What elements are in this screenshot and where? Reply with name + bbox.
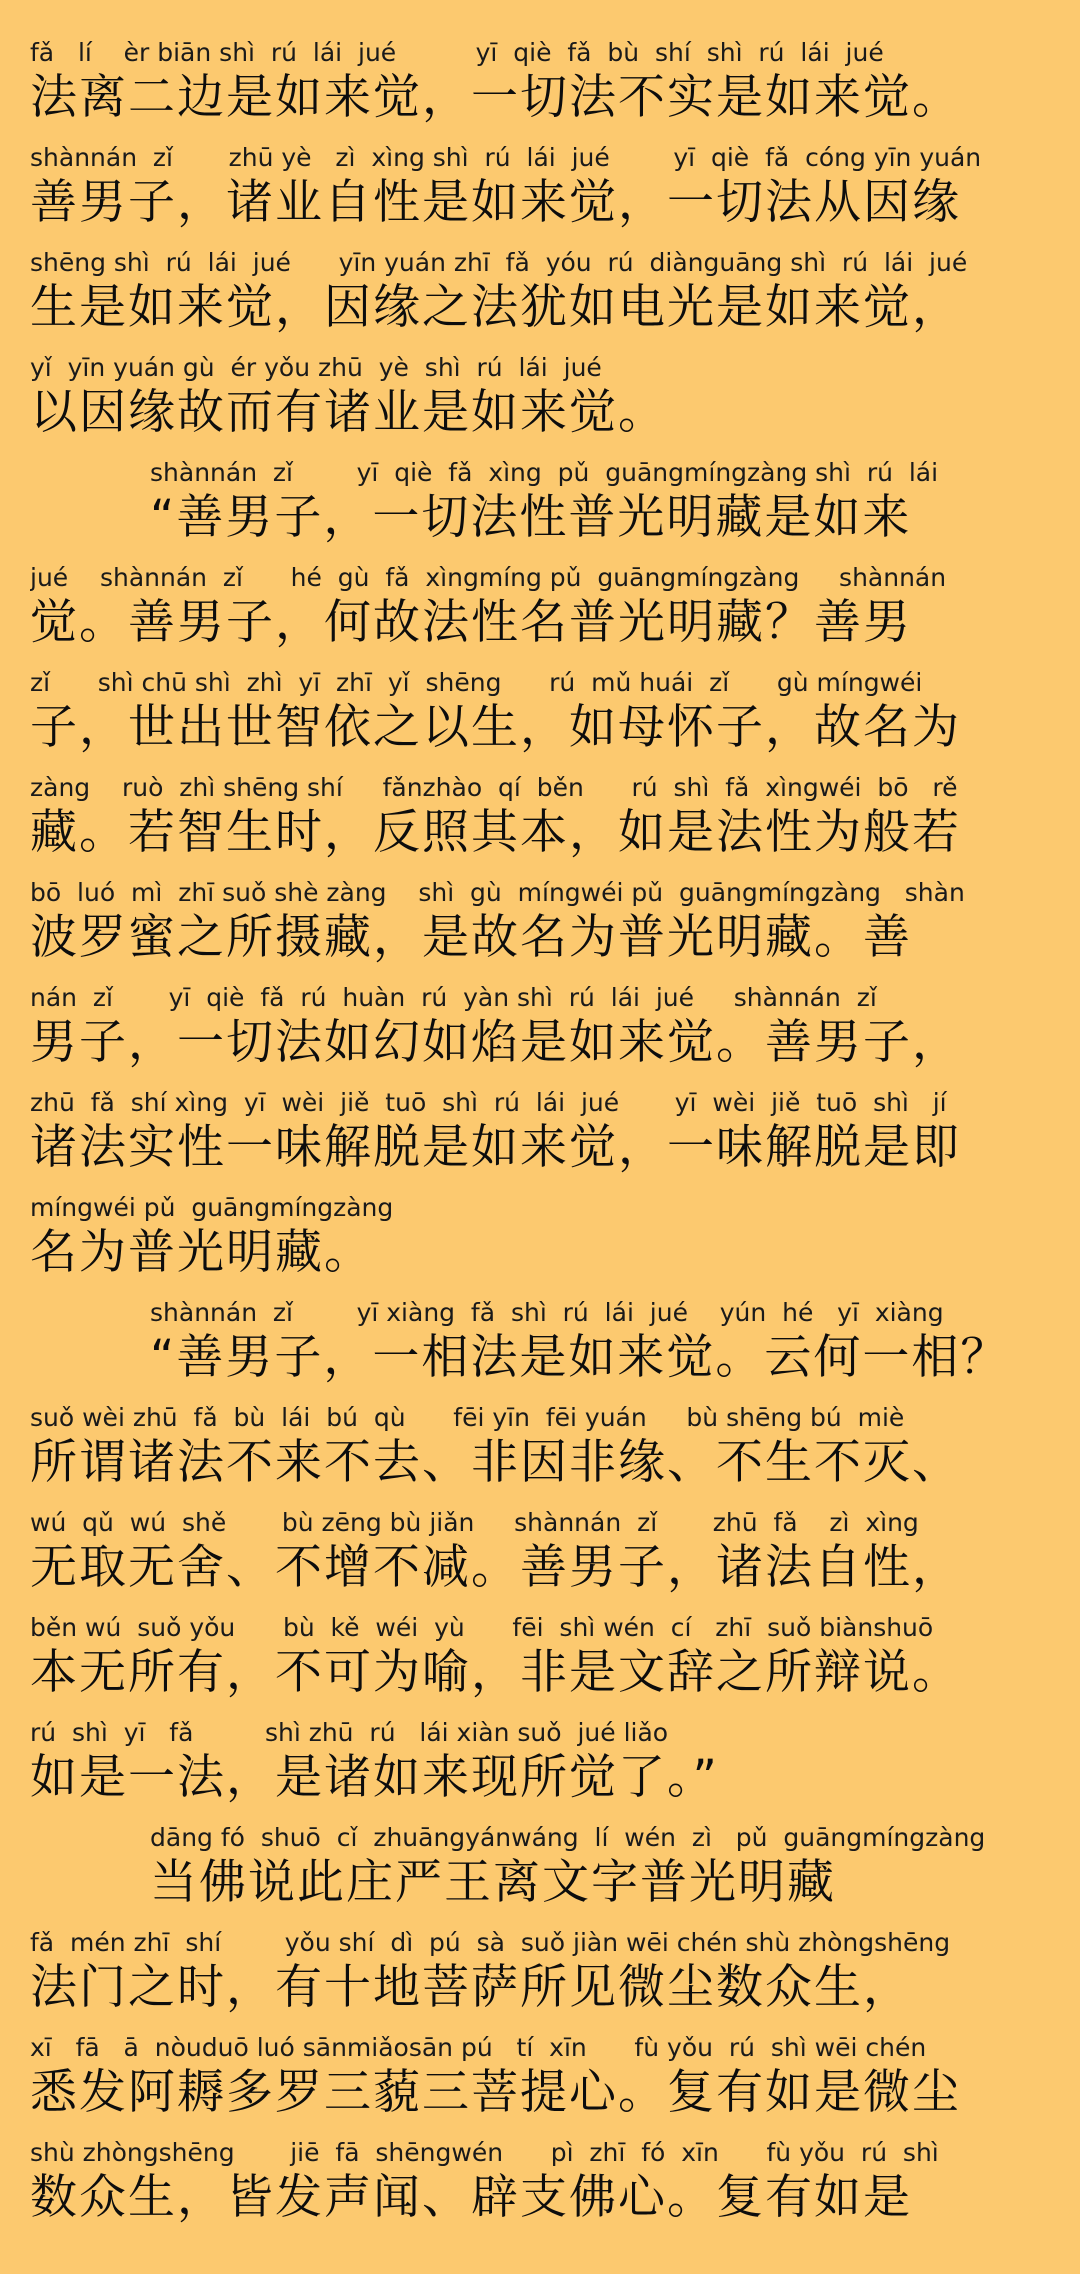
hanzi-row: 善男子，诸业自性是如来觉，一切法从因缘: [30, 175, 961, 230]
pinyin-row: shēng shì rú lái jué yīn yuán zhī fǎ yóu rú diànguāng shì rú lái jué: [30, 248, 968, 277]
hanzi-row: 觉。善男子，何故法性名普光明藏？善男: [30, 595, 912, 650]
text-line-1: [30, 38, 1050, 143]
hanzi-row: 波罗蜜之所摄藏，是故名为普光明藏。善: [30, 910, 912, 965]
pinyin-row: běn wú suǒ yǒu bù kě wéi yù fēi shì wén cí zhī suǒ biànshuō: [30, 1613, 934, 1642]
pinyin-row: xī fā ā nòuduō luó sānmiǎosān pú tí xīn fù yǒu rú shì wēi chén: [30, 2033, 927, 2062]
text-line-5: [30, 458, 1050, 563]
pinyin-row: fǎ mén zhī shí yǒu shí dì pú sà suǒ jiàn wēi chén shù zhòngshēng: [30, 1928, 951, 1957]
text-line-19: [30, 1928, 1050, 2033]
text-line-10: [30, 983, 1050, 1088]
hanzi-row: 诸法实性一味解脱是如来觉，一味解脱是即: [30, 1120, 961, 1175]
text-line-3: [30, 248, 1050, 353]
hanzi-row: 男子，一切法如幻如焰是如来觉。善男子，: [30, 1015, 961, 1070]
text-line-16: [30, 1613, 1050, 1718]
hanzi-row: “善男子，一相法是如来觉。云何一相？: [150, 1330, 1010, 1385]
hanzi-row: 藏。若智生时，反照其本，如是法性为般若: [30, 805, 961, 860]
hanzi-row: 当佛说此庄严王离文字普光明藏: [150, 1855, 836, 1910]
pinyin-row: shù zhòngshēng jiē fā shēngwén pì zhī fó xīn fù yǒu rú shì: [30, 2138, 939, 2167]
text-line-18: [30, 1823, 1050, 1928]
pinyin-row: fǎ lí èr biān shì rú lái jué yī qiè fǎ bù shí shì rú lái jué: [30, 38, 884, 67]
text-line-6: [30, 563, 1050, 668]
text-line-7: [30, 668, 1050, 773]
hanzi-row: 如是一法，是诸如来现所觉了。”: [30, 1750, 719, 1805]
pinyin-row: dāng fó shuō cǐ zhuāngyánwáng lí wén zì pǔ guāngmíngzàng: [150, 1823, 986, 1852]
hanzi-row: 无取无舍、不增不减。善男子，诸法自性，: [30, 1540, 961, 1595]
pinyin-row: wú qǔ wú shě bù zēng bù jiǎn shànnán zǐ zhū fǎ zì xìng: [30, 1508, 919, 1537]
pinyin-row: zàng ruò zhì shēng shí fǎnzhào qí běn rú shì fǎ xìngwéi bō rě: [30, 773, 958, 802]
text-line-2: [30, 143, 1050, 248]
pinyin-row: shànnán zǐ zhū yè zì xìng shì rú lái jué yī qiè fǎ cóng yīn yuán: [30, 143, 982, 172]
pinyin-row: suǒ wèi zhū fǎ bù lái bú qù fēi yīn fēi yuán bù shēng bú miè: [30, 1403, 905, 1432]
hanzi-row: 数众生，皆发声闻、辟支佛心。复有如是: [30, 2170, 912, 2225]
hanzi-row: 悉发阿耨多罗三藐三菩提心。复有如是微尘: [30, 2065, 961, 2120]
hanzi-row: 以因缘故而有诸业是如来觉。: [30, 385, 667, 440]
pinyin-row: shànnán zǐ yī qiè fǎ xìng pǔ guāngmíngzàng shì rú lái: [150, 458, 939, 487]
text-line-9: [30, 878, 1050, 983]
hanzi-row: 所谓诸法不来不去、非因非缘、不生不灭、: [30, 1435, 961, 1490]
hanzi-row: 名为普光明藏。: [30, 1225, 373, 1280]
pinyin-row: shànnán zǐ yī xiàng fǎ shì rú lái jué yún hé yī xiàng: [150, 1298, 944, 1327]
text-line-11: [30, 1088, 1050, 1193]
pinyin-row: bō luó mì zhī suǒ shè zàng shì gù míngwéi pǔ guāngmíngzàng shàn: [30, 878, 965, 907]
text-line-8: [30, 773, 1050, 878]
text-line-14: [30, 1403, 1050, 1508]
hanzi-row: “善男子，一切法性普光明藏是如来: [150, 490, 912, 545]
text-line-4: [30, 353, 1050, 458]
pinyin-row: yǐ yīn yuán gù ér yǒu zhū yè shì rú lái jué: [30, 353, 602, 382]
text-line-15: [30, 1508, 1050, 1613]
text-line-21: [30, 2138, 1050, 2243]
pinyin-row: zhū fǎ shí xìng yī wèi jiě tuō shì rú lái jué yī wèi jiě tuō shì jí: [30, 1088, 947, 1117]
hanzi-row: 法离二边是如来觉，一切法不实是如来觉。: [30, 70, 961, 125]
text-line-12: [30, 1193, 1050, 1298]
text-line-17: [30, 1718, 1050, 1823]
pinyin-row: nán zǐ yī qiè fǎ rú huàn rú yàn shì rú lái jué shànnán zǐ: [30, 983, 877, 1012]
pinyin-row: míngwéi pǔ guāngmíngzàng: [30, 1193, 394, 1222]
pinyin-row: rú shì yī fǎ shì zhū rú lái xiàn suǒ jué liǎo: [30, 1718, 669, 1747]
hanzi-row: 生是如来觉，因缘之法犹如电光是如来觉，: [30, 280, 961, 335]
hanzi-row: 本无所有，不可为喻，非是文辞之所辩说。: [30, 1645, 961, 1700]
text-line-13: [30, 1298, 1050, 1403]
hanzi-row: 法门之时，有十地菩萨所见微尘数众生，: [30, 1960, 912, 2015]
pinyin-row: zǐ shì chū shì zhì yī zhī yǐ shēng rú mǔ huái zǐ gù míngwéi: [30, 668, 923, 697]
pinyin-row: jué shànnán zǐ hé gù fǎ xìngmíng pǔ guāngmíngzàng shànnán: [30, 563, 947, 592]
hanzi-row: 子，世出世智依之以生，如母怀子，故名为: [30, 700, 961, 755]
text-line-20: [30, 2033, 1050, 2138]
